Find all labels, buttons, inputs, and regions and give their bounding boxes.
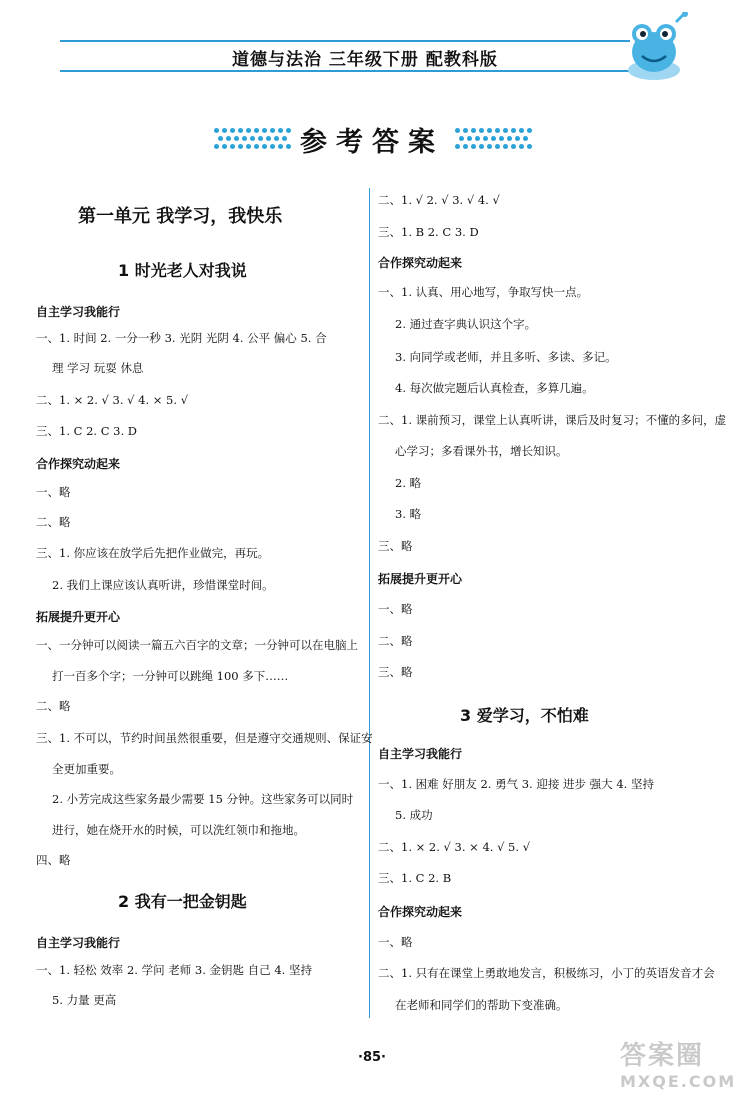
- answer-line: 3. 略: [395, 507, 422, 521]
- answer-line: 二、1. × 2. √ 3. √ 4. × 5. √: [36, 393, 189, 407]
- answer-line: 二、1. 课前预习，课堂上认真听讲，课后及时复习；不懂的多问，虚: [378, 413, 727, 427]
- answer-line: 一、1. 时间 2. 一分一秒 3. 光阴 光阴 4. 公平 偏心 5. 合: [36, 331, 327, 345]
- answer-line: 2. 通过查字典认识这个字。: [395, 317, 537, 331]
- section-heading: 自主学习我能行: [36, 305, 121, 319]
- answer-line: 三、略: [378, 665, 413, 679]
- lesson-3-title: 3 爱学习，不怕难: [460, 706, 589, 725]
- header-rule-top: [60, 40, 630, 42]
- section-heading: 拓展提升更开心: [36, 610, 121, 624]
- section-heading: 自主学习我能行: [378, 747, 463, 761]
- answer-line: 三、1. 你应该在放学后先把作业做完，再玩。: [36, 546, 270, 560]
- title-dots-left: [214, 126, 292, 150]
- answer-line: 一、一分钟可以阅读一篇五六百字的文章；一分钟可以在电脑上: [36, 638, 358, 652]
- header-title: 道德与法治 三年级下册 配教科版: [232, 50, 498, 70]
- answer-line: 二、1. × 2. √ 3. × 4. √ 5. √: [378, 840, 531, 854]
- answer-line: 2. 略: [395, 476, 422, 490]
- answer-line: 二、1. 只有在课堂上勇敢地发言，积极练习，小丁的英语发音才会: [378, 966, 715, 980]
- answer-line: 二、略: [36, 699, 71, 713]
- answer-line: 四、略: [36, 853, 71, 867]
- main-title: 参考答案: [300, 127, 444, 158]
- answer-line: 一、略: [36, 485, 71, 499]
- answer-line: 3. 向同学或老师，并且多听、多读、多记。: [395, 350, 617, 364]
- watermark-bottom: MXQE.COM: [620, 1072, 737, 1091]
- page-number: ·85·: [358, 1050, 386, 1065]
- unit-title: 第一单元 我学习，我快乐: [78, 206, 283, 227]
- watermark-logo: [620, 1040, 738, 1096]
- answer-line: 三、1. C 2. C 3. D: [36, 424, 138, 438]
- answer-line: 一、1. 轻松 效率 2. 学问 老师 3. 金钥匙 自己 4. 坚持: [36, 963, 312, 977]
- answer-line: 5. 力量 更高: [52, 993, 117, 1007]
- answer-line: 二、略: [378, 634, 413, 648]
- answer-line: 在老师和同学们的帮助下变准确。: [395, 998, 568, 1012]
- answer-line: 心学习；多看课外书，增长知识。: [395, 444, 568, 458]
- section-heading: 拓展提升更开心: [378, 572, 463, 586]
- answer-line: 4. 每次做完题后认真检查，多算几遍。: [395, 381, 594, 395]
- answer-line: 一、略: [378, 935, 413, 949]
- title-dots-right: [455, 126, 533, 150]
- answer-line: 2. 小芳完成这些家务最少需要 15 分钟。这些家务可以同时: [52, 792, 354, 806]
- frog-mascot-icon: [618, 12, 690, 84]
- answer-line: 一、1. 困难 好朋友 2. 勇气 3. 迎接 进步 强大 4. 坚持: [378, 777, 654, 791]
- answer-line: 2. 我们上课应该认真听讲，珍惜课堂时间。: [52, 578, 274, 592]
- answer-line: 一、略: [378, 602, 413, 616]
- answer-line: 二、略: [36, 515, 71, 529]
- answer-line: 三、1. 不可以，节约时间虽然很重要，但是遵守交通规则、保证安: [36, 731, 373, 745]
- answer-line: 打一百多个字；一分钟可以跳绳 100 多下……: [52, 669, 289, 683]
- header-rule-bottom: [60, 70, 630, 72]
- answer-line: 5. 成功: [395, 808, 433, 822]
- answer-line: 理 学习 玩耍 休息: [52, 361, 144, 375]
- answer-line: 二、1. √ 2. √ 3. √ 4. √: [378, 193, 500, 207]
- answer-line: 三、1. C 2. B: [378, 871, 452, 885]
- answer-line: 全更加重要。: [52, 762, 121, 776]
- answer-line: 一、1. 认真、用心地写，争取写快一点。: [378, 285, 589, 299]
- section-heading: 合作探究动起来: [378, 256, 463, 270]
- watermark-top: 答案圈: [620, 1041, 705, 1071]
- lesson-1-title: 1 时光老人对我说: [118, 261, 247, 280]
- section-heading: 合作探究动起来: [378, 905, 463, 919]
- answer-line: 三、1. B 2. C 3. D: [378, 225, 479, 239]
- answer-line: 进行，她在烧开水的时候，可以洗红领巾和拖地。: [52, 823, 305, 837]
- section-heading: 合作探究动起来: [36, 457, 121, 471]
- section-heading: 自主学习我能行: [36, 936, 121, 950]
- answer-line: 三、略: [378, 539, 413, 553]
- lesson-2-title: 2 我有一把金钥匙: [118, 892, 247, 911]
- column-divider: [369, 188, 370, 1018]
